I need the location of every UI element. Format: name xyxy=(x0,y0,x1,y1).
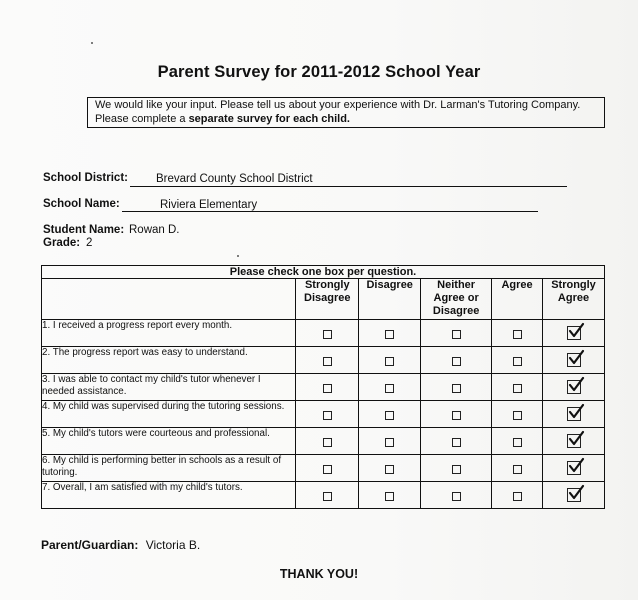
empty-checkbox[interactable] xyxy=(323,492,332,501)
empty-checkbox[interactable] xyxy=(452,438,461,447)
answer-cell xyxy=(296,482,359,509)
empty-checkbox[interactable] xyxy=(385,330,394,339)
empty-checkbox[interactable] xyxy=(385,438,394,447)
answer-cell xyxy=(421,374,492,401)
answer-cell xyxy=(421,428,492,455)
question-text: 7. Overall, I am satisfied with my child's tutors. xyxy=(42,482,296,509)
answer-cell xyxy=(543,482,605,509)
answer-cell xyxy=(492,482,543,509)
thank-you-text: THANK YOU! xyxy=(279,567,359,581)
answer-cell xyxy=(296,455,359,482)
question-text: 1. I received a progress report every month. xyxy=(42,320,296,347)
student-name-value: Rowan D. xyxy=(129,224,180,236)
empty-checkbox[interactable] xyxy=(513,492,522,501)
table-instruction: Please check one box per question. xyxy=(42,266,605,279)
answer-cell xyxy=(421,320,492,347)
instructions-line-2 xyxy=(95,113,597,127)
column-header-neither-agree-or-disagree: Neither Agree or Disagree xyxy=(421,279,492,320)
empty-checkbox[interactable] xyxy=(323,411,332,420)
empty-checkbox[interactable] xyxy=(452,411,461,420)
empty-checkbox[interactable] xyxy=(385,465,394,474)
column-header-disagree: Disagree xyxy=(359,279,421,320)
empty-checkbox[interactable] xyxy=(452,357,461,366)
checked-checkbox[interactable] xyxy=(567,326,581,340)
empty-checkbox[interactable] xyxy=(385,492,394,501)
grade-label: Grade: xyxy=(43,237,81,249)
empty-checkbox[interactable] xyxy=(452,330,461,339)
empty-checkbox[interactable] xyxy=(513,330,522,339)
empty-checkbox[interactable] xyxy=(452,384,461,393)
table-body xyxy=(42,320,605,509)
checkmark-icon xyxy=(567,430,585,448)
answer-cell xyxy=(296,428,359,455)
answer-cell xyxy=(492,455,543,482)
empty-checkbox[interactable] xyxy=(323,330,332,339)
empty-checkbox[interactable] xyxy=(323,384,332,393)
answer-cell xyxy=(543,428,605,455)
table-row xyxy=(42,455,605,482)
answer-cell xyxy=(492,401,543,428)
page-title: Parent Survey for 2011-2012 School Year xyxy=(157,63,481,81)
answer-cell xyxy=(492,320,543,347)
school-name-underline xyxy=(122,211,538,212)
school-district-value: Brevard County School District xyxy=(156,173,313,185)
parent-guardian-label: Parent/Guardian: xyxy=(41,538,139,552)
student-name-field xyxy=(43,224,180,236)
table-header-row xyxy=(42,279,605,320)
answer-cell xyxy=(296,347,359,374)
school-name-label: School Name: xyxy=(43,198,120,210)
scan-speck xyxy=(91,42,93,44)
answer-cell xyxy=(543,401,605,428)
school-district-label: School District: xyxy=(43,172,128,184)
grade-field xyxy=(43,237,93,249)
table-row xyxy=(42,320,605,347)
school-district-field xyxy=(43,172,313,185)
parent-guardian-value: Victoria B. xyxy=(145,538,201,552)
answer-cell xyxy=(359,374,421,401)
empty-checkbox[interactable] xyxy=(452,492,461,501)
answer-cell xyxy=(421,401,492,428)
empty-checkbox[interactable] xyxy=(323,438,332,447)
question-text: 3. I was able to contact my child's tutor whenever I needed assistance. xyxy=(42,374,296,401)
instructions-line-1: We would like your input. Please tell us about your experience with Dr. Larman's Tutoring Company. xyxy=(95,99,581,111)
answer-cell xyxy=(359,482,421,509)
answer-cell xyxy=(296,374,359,401)
checked-checkbox[interactable] xyxy=(567,353,581,367)
survey-table xyxy=(41,265,605,509)
school-name-field xyxy=(43,198,258,211)
checkmark-icon xyxy=(567,457,585,475)
checked-checkbox[interactable] xyxy=(567,407,581,421)
checked-checkbox[interactable] xyxy=(567,380,581,394)
column-header-strongly-disagree: Strongly Disagree xyxy=(296,279,359,320)
answer-cell xyxy=(492,428,543,455)
empty-checkbox[interactable] xyxy=(513,438,522,447)
empty-checkbox[interactable] xyxy=(513,357,522,366)
checkmark-icon xyxy=(567,322,585,340)
instructions-box xyxy=(87,97,605,128)
answer-cell xyxy=(543,320,605,347)
checked-checkbox[interactable] xyxy=(567,461,581,475)
school-district-underline xyxy=(130,186,567,187)
answer-cell xyxy=(543,347,605,374)
table-row xyxy=(42,428,605,455)
table-row xyxy=(42,347,605,374)
empty-checkbox[interactable] xyxy=(513,384,522,393)
answer-cell xyxy=(421,455,492,482)
empty-checkbox[interactable] xyxy=(513,465,522,474)
student-name-label: Student Name: xyxy=(43,224,125,236)
question-text: 2. The progress report was easy to understand. xyxy=(42,347,296,374)
empty-checkbox[interactable] xyxy=(385,357,394,366)
answer-cell xyxy=(296,401,359,428)
answer-cell xyxy=(296,320,359,347)
answer-cell xyxy=(359,347,421,374)
question-text: 5. My child's tutors were courteous and professional. xyxy=(42,428,296,455)
instructions-line-2-bold: separate survey for each child. xyxy=(188,112,350,125)
empty-checkbox[interactable] xyxy=(385,411,394,420)
answer-cell xyxy=(421,482,492,509)
grade-value: 2 xyxy=(86,237,93,249)
table-row xyxy=(42,482,605,509)
answer-cell xyxy=(492,374,543,401)
answer-cell xyxy=(359,428,421,455)
instructions-line-2-prefix: Please complete a xyxy=(95,112,189,125)
checkmark-icon xyxy=(567,403,585,421)
answer-cell xyxy=(359,401,421,428)
scan-speck xyxy=(237,255,239,257)
empty-checkbox[interactable] xyxy=(452,465,461,474)
checked-checkbox[interactable] xyxy=(567,434,581,448)
checkmark-icon xyxy=(567,376,585,394)
table-row xyxy=(42,374,605,401)
answer-cell xyxy=(492,347,543,374)
table-row xyxy=(42,401,605,428)
question-column-header xyxy=(42,279,296,320)
school-name-value: Riviera Elementary xyxy=(160,199,258,211)
empty-checkbox[interactable] xyxy=(385,384,394,393)
empty-checkbox[interactable] xyxy=(323,357,332,366)
answer-cell xyxy=(359,455,421,482)
column-header-strongly-agree: Strongly Agree xyxy=(543,279,605,320)
question-text: 4. My child was supervised during the tutoring sessions. xyxy=(42,401,296,428)
answer-cell xyxy=(421,347,492,374)
empty-checkbox[interactable] xyxy=(513,411,522,420)
answer-cell xyxy=(359,320,421,347)
answer-cell xyxy=(543,455,605,482)
column-header-agree: Agree xyxy=(492,279,543,320)
question-text: 6. My child is performing better in schools as a result of tutoring. xyxy=(42,455,296,482)
answer-cell xyxy=(543,374,605,401)
checkmark-icon xyxy=(567,484,585,502)
parent-guardian-field xyxy=(41,538,200,552)
checked-checkbox[interactable] xyxy=(567,488,581,502)
empty-checkbox[interactable] xyxy=(323,465,332,474)
checkmark-icon xyxy=(567,349,585,367)
